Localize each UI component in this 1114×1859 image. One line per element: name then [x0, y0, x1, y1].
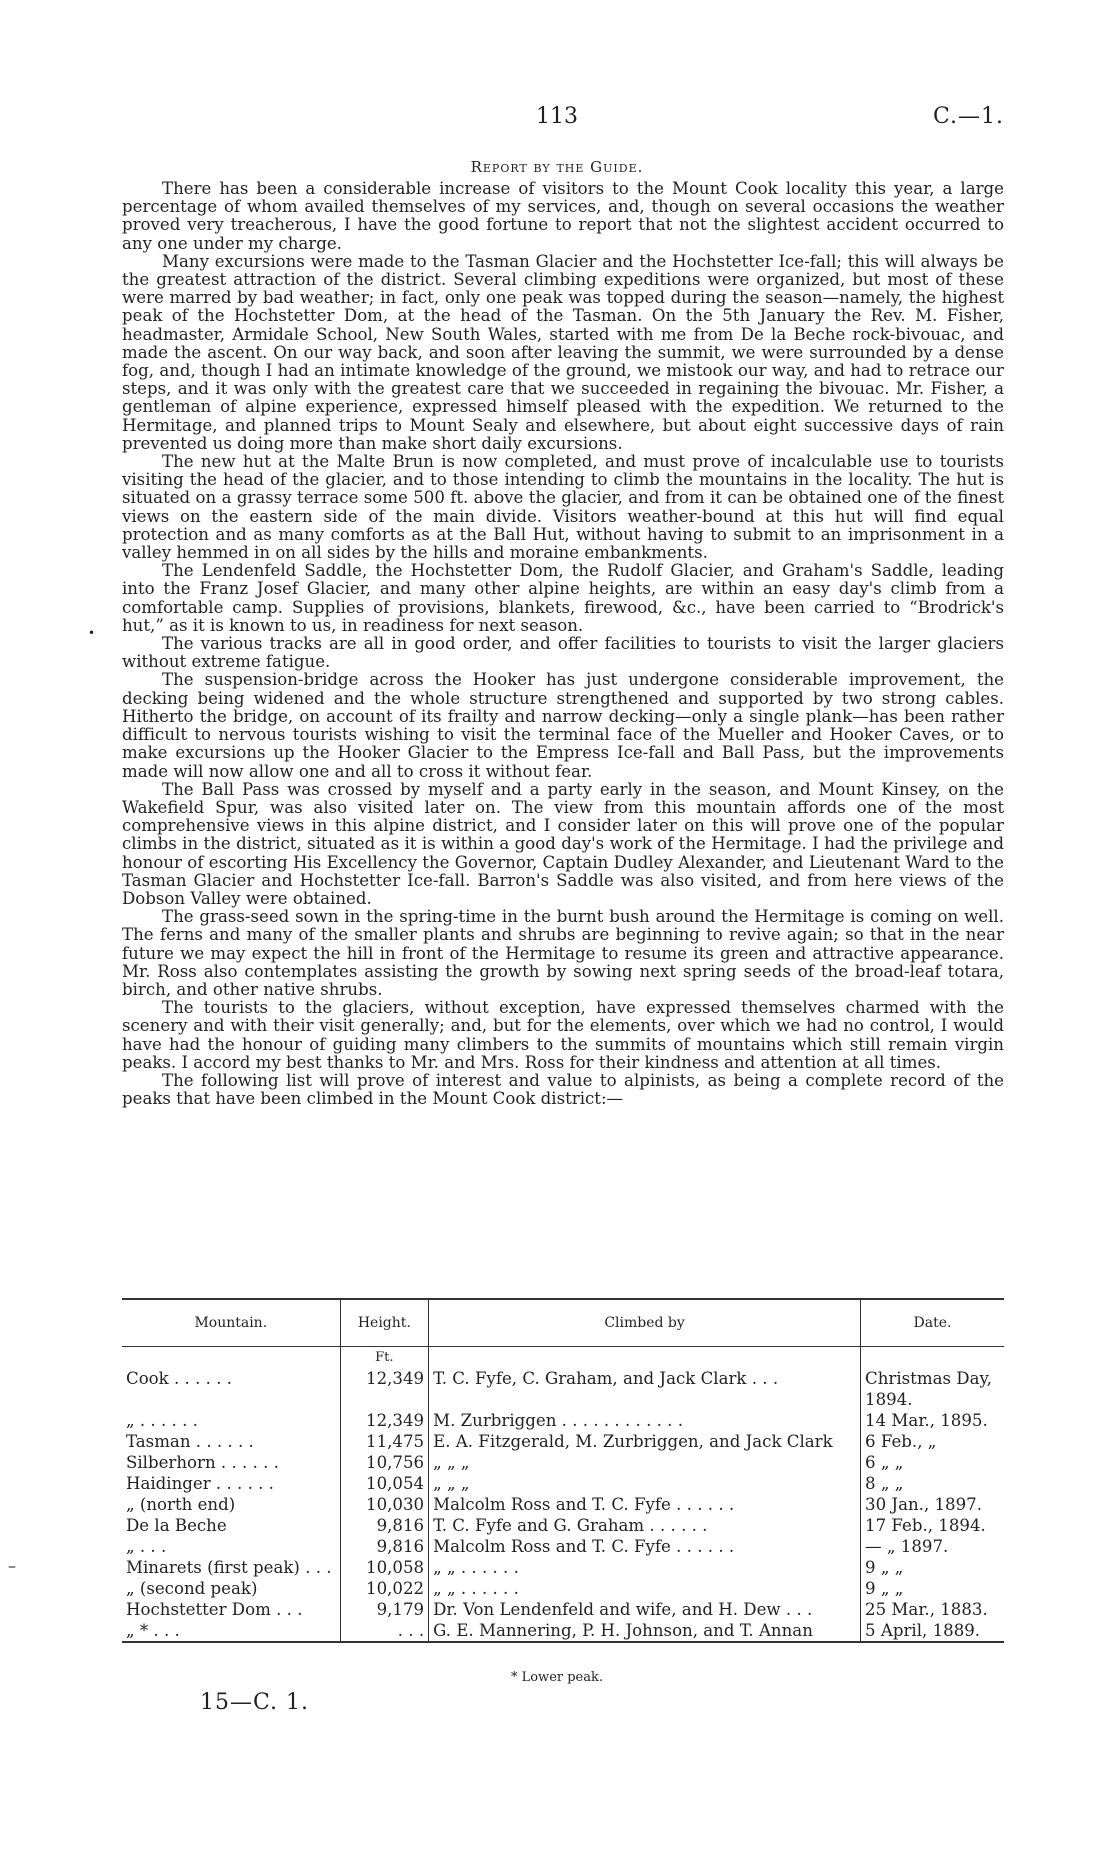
mountain-cell: De la Beche — [126, 1516, 227, 1535]
climbed-by-cell: „ „ . . . . . . — [429, 1578, 861, 1599]
height-cell: 9,179 — [340, 1599, 429, 1620]
header-climbed-by: Climbed by — [429, 1299, 861, 1347]
table-row — [122, 1410, 1004, 1431]
height-unit: Ft. — [340, 1347, 429, 1369]
height-cell: 10,756 — [340, 1452, 429, 1473]
height-cell: . . . — [340, 1620, 429, 1642]
header-height: Height. — [340, 1299, 429, 1347]
date-cell: 6 „ „ — [861, 1452, 1004, 1473]
climbed-by-cell: E. A. Fitzgerald, M. Zurbriggen, and Jack Clark — [429, 1431, 861, 1452]
report-title: Report by the Guide. — [470, 158, 644, 176]
height-cell: 10,058 — [340, 1557, 429, 1578]
header-mountain: Mountain. — [122, 1299, 340, 1347]
climbed-by-cell: M. Zurbriggen . . . . . . . . . . . . — [429, 1410, 861, 1431]
table-row — [122, 1515, 1004, 1536]
climbed-by-cell: Malcolm Ross and T. C. Fyfe . . . . . . — [429, 1494, 861, 1515]
height-cell: 11,475 — [340, 1431, 429, 1452]
page-number: 113 — [536, 104, 578, 129]
footnote: * Lower peak. — [510, 1670, 604, 1685]
climbed-by-cell: „ „ „ — [429, 1452, 861, 1473]
climbed-by-cell: Malcolm Ross and T. C. Fyfe . . . . . . — [429, 1536, 861, 1557]
height-cell: 9,816 — [340, 1536, 429, 1557]
table-row — [122, 1473, 1004, 1494]
date-cell: 8 „ „ — [861, 1473, 1004, 1494]
date-cell: 14 Mar., 1895. — [861, 1410, 1004, 1431]
table-header-row — [122, 1299, 1004, 1347]
climbed-by-cell: „ „ . . . . . . — [429, 1557, 861, 1578]
height-cell: 12,349 — [340, 1368, 429, 1410]
mountain-cell: „ (second peak) — [126, 1579, 258, 1598]
climbed-by-cell: Dr. Von Lendenfeld and wife, and H. Dew . . . — [429, 1599, 861, 1620]
paragraph: The grass-seed sown in the spring-time in the burnt bush around the Hermitage is coming on well. The ferns and many of the smaller plants and shrubs are beginning to revive again; so that in the near future we may expect the hill in front of the Hermitage to resume its green and attractive appearance. Mr. Ross also contemplates assisting the growth by sowing next spring seeds of the broad-leaf totara, birch, and other native shrubs. — [122, 907, 1004, 999]
margin-dash: – — [8, 1556, 16, 1575]
date-cell: 25 Mar., 1883. — [861, 1599, 1004, 1620]
date-cell: 6 Feb., „ — [861, 1431, 1004, 1452]
peaks-table — [122, 1298, 1004, 1643]
mountain-cell: „ . . . — [126, 1537, 167, 1556]
date-cell: 30 Jan., 1897. — [861, 1494, 1004, 1515]
table-row — [122, 1452, 1004, 1473]
height-cell: 12,349 — [340, 1410, 429, 1431]
date-cell: 9 „ „ — [861, 1578, 1004, 1599]
height-cell: 10,030 — [340, 1494, 429, 1515]
mountain-cell: „ * . . . — [126, 1621, 180, 1640]
climbed-by-cell: T. C. Fyfe, C. Graham, and Jack Clark . . . — [429, 1368, 861, 1410]
mountain-cell: Cook . . . . . . — [126, 1369, 233, 1388]
mountain-cell: Haidinger . . . . . . — [126, 1474, 274, 1493]
table-row — [122, 1431, 1004, 1452]
climbed-by-cell: G. E. Mannering, P. H. Johnson, and T. Annan — [429, 1620, 861, 1642]
table-row — [122, 1368, 1004, 1410]
margin-dot: • — [88, 626, 96, 640]
paragraph: The Ball Pass was crossed by myself and a party early in the season, and Mount Kinsey, on the Wakefield Spur, was also visited later on. The view from this mountain affords one of the most comprehensive views in this alpine district, and I consider later on this will prove one of the popular climbs in the district, situated as it is within a good day's work of the Hermitage. I had the privilege and honour of escorting His Excellency the Governor, Captain Dudley Alexander, and Lieutenant Ward to the Tasman Glacier and Hochstetter Ice-fall. Barron's Saddle was also visited, and from here views of the Dobson Valley were obtained. — [122, 779, 1004, 908]
mountain-cell: „ . . . . . . — [126, 1411, 198, 1430]
date-cell: 9 „ „ — [861, 1557, 1004, 1578]
table-row — [122, 1557, 1004, 1578]
table-row — [122, 1620, 1004, 1642]
paragraph: The tourists to the glaciers, without exception, have expressed themselves charmed with the scenery and with their visit generally; and, but for the elements, over which we had no control, I would have had the honour of guiding many climbers to the summits of mountains which still remain virgin peaks. I accord my best thanks to Mr. and Mrs. Ross for their kindness and attention at all times. — [122, 998, 1004, 1072]
report-body — [122, 180, 1004, 1108]
table-row — [122, 1494, 1004, 1515]
paragraph: The following list will prove of interest and value to alpinists, as being a complete record of the peaks that have been climbed in the Mount Cook district:— — [122, 1070, 1004, 1109]
header-date: Date. — [861, 1299, 1004, 1347]
sheet-mark: 15—C. 1. — [200, 1690, 310, 1715]
table-row — [122, 1578, 1004, 1599]
climbed-by-cell: „ „ „ — [429, 1473, 861, 1494]
height-cell: 10,022 — [340, 1578, 429, 1599]
date-cell: Christmas Day, 1894. — [861, 1368, 1004, 1410]
mountain-cell: Silberhorn . . . . . . — [126, 1453, 279, 1472]
unit-row — [122, 1347, 1004, 1369]
mountain-cell: „ (north end) — [126, 1495, 236, 1514]
date-cell: 17 Feb., 1894. — [861, 1515, 1004, 1536]
paragraph: The various tracks are all in good order, and offer facilities to tourists to visit the larger glaciers without extreme fatigue. — [122, 634, 1004, 672]
paragraph: Many excursions were made to the Tasman Glacier and the Hochstetter Ice-fall; this will always be the greatest attraction of the district. Several climbing expeditions were organized, but most of these were marred by bad weather; in fact, only one peak was topped during the season—namely, the highest peak of the Hochstetter Dom, at the head of the Tasman. On the 5th January the Rev. M. Fisher, headmaster, Armidale School, New South Wales, started with me from De la Beche rock-bivouac, and made the ascent. On our way back, and soon after leaving the summit, we were surrounded by a dense fog, and, though I had an intimate knowledge of the ground, we mistook our way, and had to retrace our steps, and it was only with the greatest care that we succeeded in regaining the bivouac. Mr. Fisher, a gentleman of alpine experience, expressed himself pleased with the expedition. We returned to the Hermitage, and planned trips to Mount Sealy and elsewhere, but about eight successive days of rain prevented us doing more than make short daily excursions. — [122, 251, 1004, 453]
height-cell: 10,054 — [340, 1473, 429, 1494]
date-cell: — „ 1897. — [861, 1536, 1004, 1557]
height-cell: 9,816 — [340, 1515, 429, 1536]
document-reference: C.—1. — [932, 104, 1004, 129]
paragraph: The Lendenfeld Saddle, the Hochstetter Dom, the Rudolf Glacier, and Graham's Saddle, leading into the Franz Josef Glacier, and many other alpine heights, are within an easy day's climb from a comfortable camp. Supplies of provisions, blankets, firewood, &c., have been carried to “Brodrick's hut,” as it is known to us, in readiness for next season. — [122, 561, 1004, 635]
date-cell: 5 April, 1889. — [861, 1620, 1004, 1642]
paragraph: There has been a considerable increase of visitors to the Mount Cook locality this year, a large percentage of whom availed themselves of my services, and, though on several occasions the weather proved very treacherous, I have the good fortune to report that not the slightest accident occurred to any one under my charge. — [122, 179, 1004, 253]
paragraph: The suspension-bridge across the Hooker has just undergone considerable improvement, the decking being widened and the whole structure strengthened and supported by two strong cables. Hitherto the bridge, on account of its frailty and narrow decking—only a single plank—has been rather difficult to nervous tourists wishing to visit the terminal face of the Mueller and Hooker Caves, or to make excursions up the Hooker Glacier to the Empress Ice-fall and Ball Pass, but the improvements made will now allow one and all to cross it without fear. — [122, 670, 1004, 781]
table-row — [122, 1599, 1004, 1620]
mountain-cell: Tasman . . . . . . — [126, 1432, 254, 1451]
climbed-by-cell: T. C. Fyfe and G. Graham . . . . . . — [429, 1515, 861, 1536]
mountain-cell: Minarets (first peak) . . . — [126, 1558, 332, 1577]
mountain-cell: Hochstetter Dom . . . — [126, 1600, 303, 1619]
table-row — [122, 1536, 1004, 1557]
paragraph: The new hut at the Malte Brun is now completed, and must prove of incalculable use to tourists visiting the head of the glacier, and to those intending to climb the mountains in the locality. The hut is situated on a grassy terrace some 500 ft. above the glacier, and from it can be obtained one of the finest views on the eastern side of the main divide. Visitors weather-bound at this hut will find equal protection and as many comforts as at the Ball Hut, without having to submit to an imprisonment in a valley hemmed in on all sides by the hills and moraine embankments. — [122, 452, 1004, 563]
